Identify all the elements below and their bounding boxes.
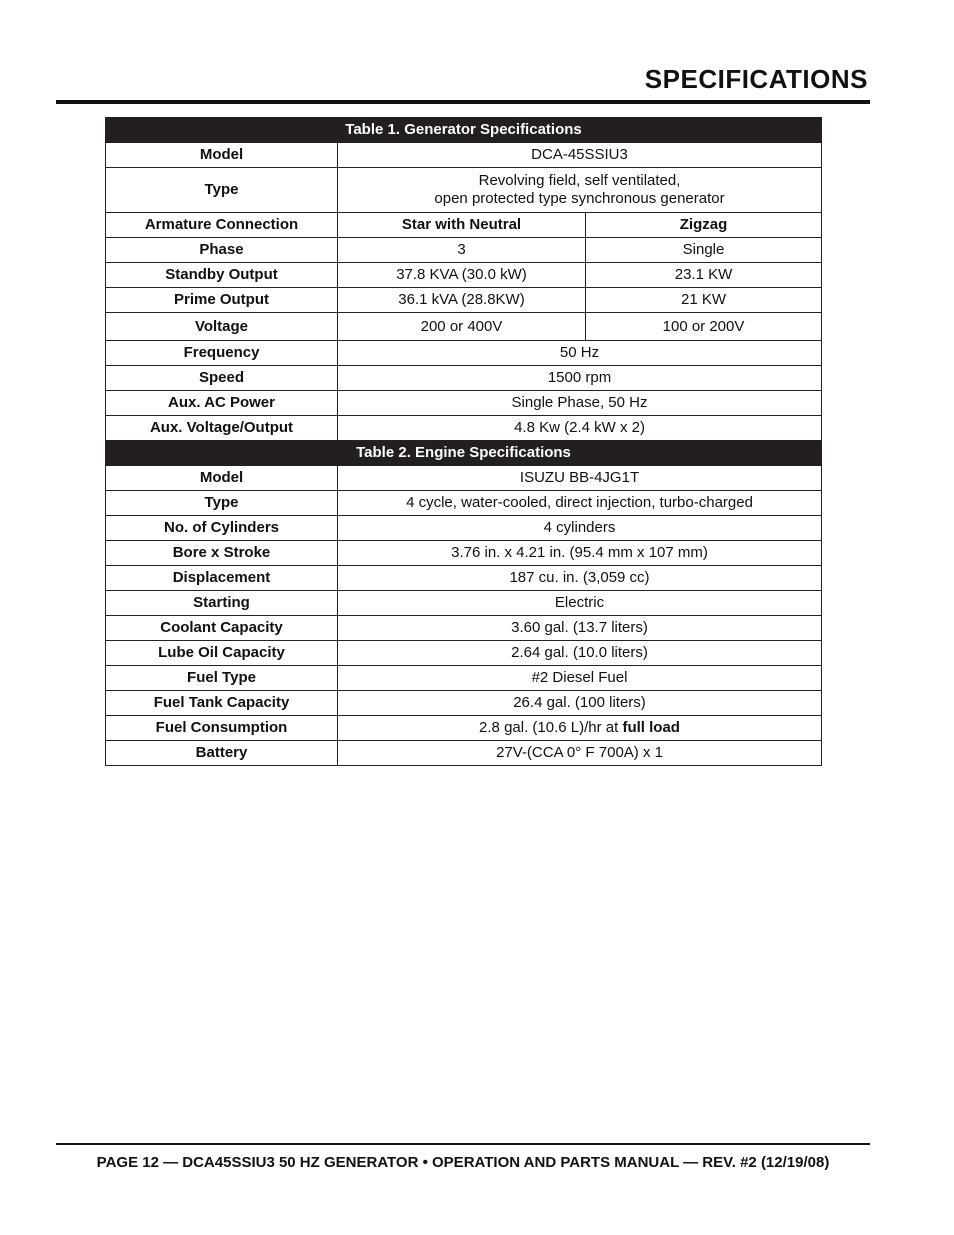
row-label: Aux. Voltage/Output (106, 416, 338, 441)
row-value: 1500 rpm (338, 366, 822, 391)
row-label: Model (106, 466, 338, 491)
table1-title: Table 1. Generator Specifications (106, 118, 822, 143)
row-value: 4 cylinders (338, 516, 822, 541)
table-row (106, 666, 822, 691)
row-value: 37.8 KVA (30.0 kW) (338, 263, 586, 288)
row-value: 3 (338, 238, 586, 263)
row-label: Standby Output (106, 263, 338, 288)
table2-title: Table 2. Engine Specifications (106, 441, 822, 466)
row-value: Single (586, 238, 822, 263)
table-row (106, 516, 822, 541)
row-value (338, 168, 822, 213)
row-label: Fuel Consumption (106, 716, 338, 741)
table-row (106, 641, 822, 666)
table-row (106, 213, 822, 238)
row-value: 4.8 Kw (2.4 kW x 2) (338, 416, 822, 441)
row-label: Type (106, 491, 338, 516)
top-rule (56, 100, 870, 104)
table-row (106, 168, 822, 213)
row-label: Aux. AC Power (106, 391, 338, 416)
row-label: Displacement (106, 566, 338, 591)
table-row (106, 691, 822, 716)
table-row (106, 416, 822, 441)
table2-header-row (106, 441, 822, 466)
row-value-bold: full load (622, 719, 680, 736)
table-row (106, 341, 822, 366)
row-value: 100 or 200V (586, 313, 822, 341)
row-value: Electric (338, 591, 822, 616)
row-value: 4 cycle, water-cooled, direct injection, turbo-charged (338, 491, 822, 516)
table-row (106, 466, 822, 491)
row-label: Speed (106, 366, 338, 391)
table-row (106, 313, 822, 341)
row-label: No. of Cylinders (106, 516, 338, 541)
row-value: ISUZU BB-4JG1T (338, 466, 822, 491)
row-value (338, 716, 822, 741)
table-row (106, 716, 822, 741)
spec-table (105, 117, 822, 766)
row-value: 187 cu. in. (3,059 cc) (338, 566, 822, 591)
column-heading-star: Star with Neutral (338, 213, 586, 238)
row-value: 50 Hz (338, 341, 822, 366)
row-label: Armature Connection (106, 213, 338, 238)
table-row (106, 616, 822, 641)
row-value: 23.1 KW (586, 263, 822, 288)
table1-header-row (106, 118, 822, 143)
table-row (106, 491, 822, 516)
table-row (106, 263, 822, 288)
table-row (106, 238, 822, 263)
table-row (106, 541, 822, 566)
row-label: Model (106, 143, 338, 168)
table-row (106, 391, 822, 416)
row-value-line: open protected type synchronous generator (434, 190, 725, 207)
table-row (106, 591, 822, 616)
page-footer: PAGE 12 — DCA45SSIU3 50 HZ GENERATOR • OPERATION AND PARTS MANUAL — REV. #2 (12/19/08) (96, 1154, 830, 1171)
table-row (106, 288, 822, 313)
row-value: 26.4 gal. (100 liters) (338, 691, 822, 716)
table-row (106, 366, 822, 391)
bottom-rule (56, 1143, 870, 1145)
row-value: Single Phase, 50 Hz (338, 391, 822, 416)
row-label: Starting (106, 591, 338, 616)
row-value: 3.60 gal. (13.7 liters) (338, 616, 822, 641)
row-label: Phase (106, 238, 338, 263)
table-row (106, 566, 822, 591)
row-label: Battery (106, 741, 338, 766)
column-heading-zigzag: Zigzag (586, 213, 822, 238)
row-label: Type (106, 168, 338, 213)
row-value: 21 KW (586, 288, 822, 313)
table-row (106, 143, 822, 168)
row-value: 27V-(CCA 0° F 700A) x 1 (338, 741, 822, 766)
page-title: SPECIFICATIONS (644, 64, 868, 94)
row-value: 200 or 400V (338, 313, 586, 341)
row-value: 36.1 kVA (28.8KW) (338, 288, 586, 313)
row-label: Bore x Stroke (106, 541, 338, 566)
row-value: DCA-45SSIU3 (338, 143, 822, 168)
row-label: Fuel Type (106, 666, 338, 691)
engine-rows (106, 466, 822, 716)
row-label: Coolant Capacity (106, 616, 338, 641)
row-value: #2 Diesel Fuel (338, 666, 822, 691)
row-label: Lube Oil Capacity (106, 641, 338, 666)
row-value-prefix: 2.8 gal. (10.6 L)/hr at (479, 719, 619, 736)
table-row (106, 741, 822, 766)
row-value: 3.76 in. x 4.21 in. (95.4 mm x 107 mm) (338, 541, 822, 566)
row-label: Fuel Tank Capacity (106, 691, 338, 716)
row-label: Voltage (106, 313, 338, 341)
row-value-line: Revolving field, self ventilated, (478, 172, 681, 189)
row-label: Frequency (106, 341, 338, 366)
row-value: 2.64 gal. (10.0 liters) (338, 641, 822, 666)
row-label: Prime Output (106, 288, 338, 313)
